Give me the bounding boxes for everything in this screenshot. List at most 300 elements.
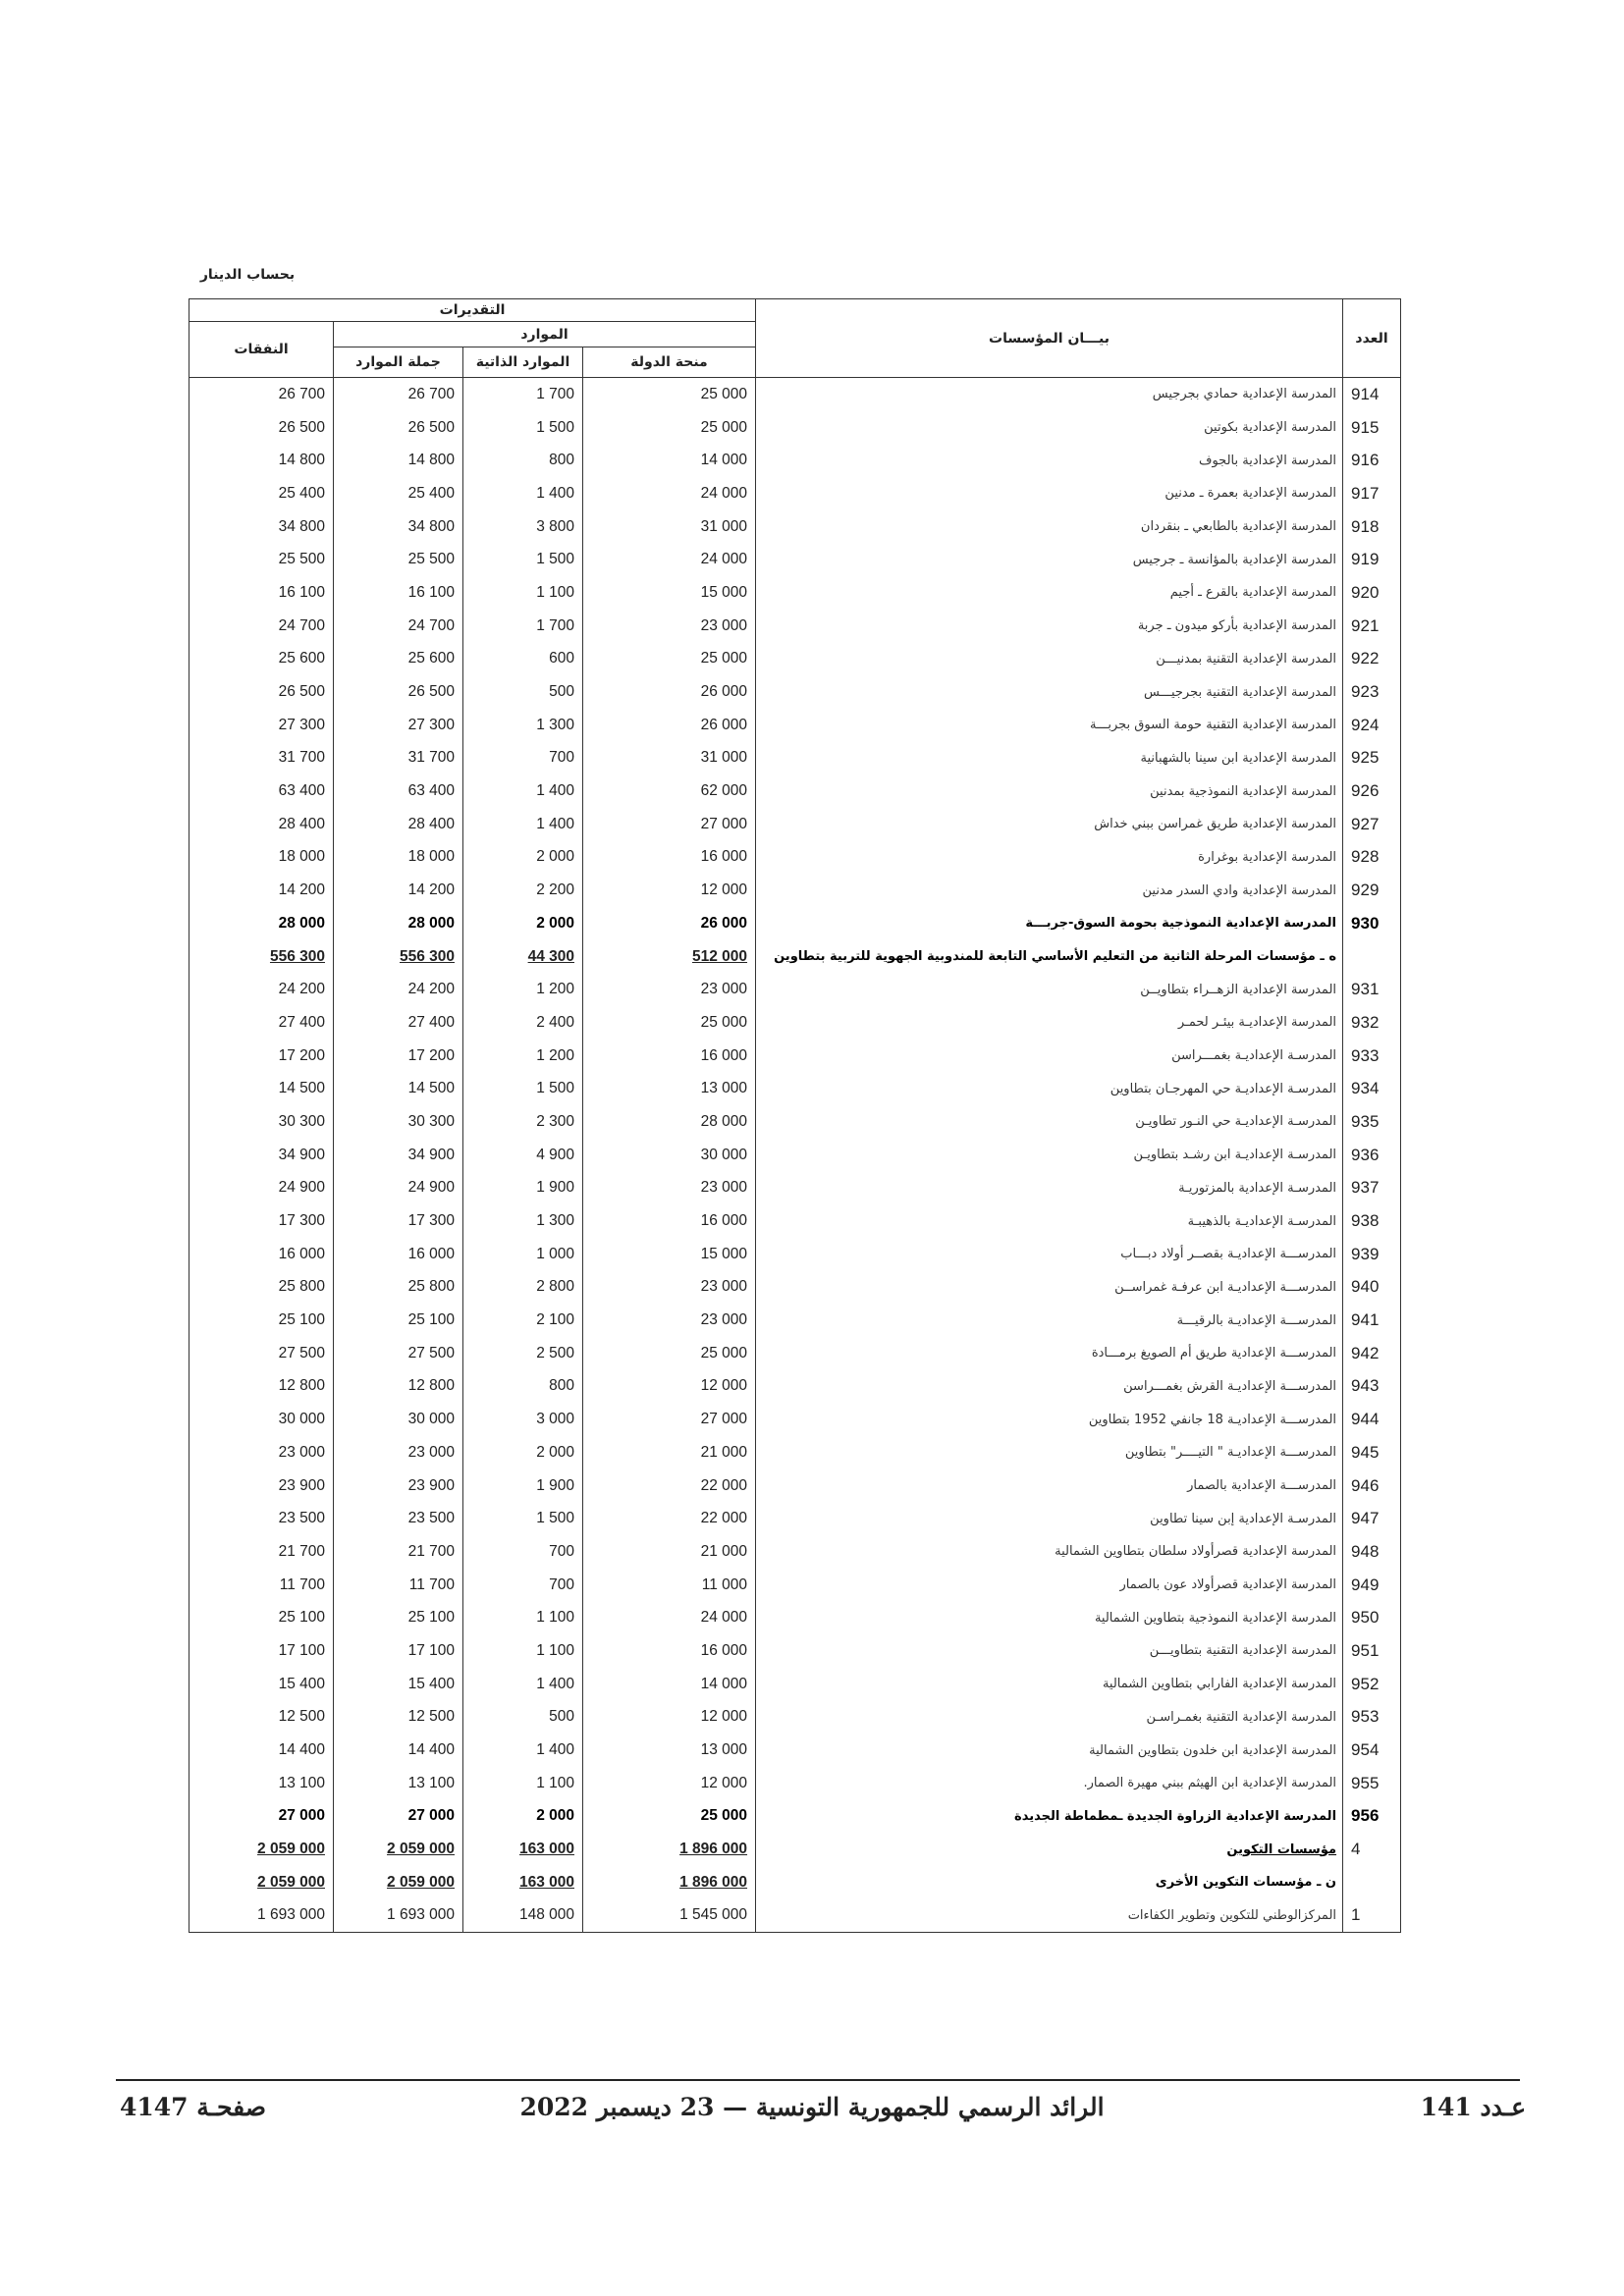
own-resources-cell: 1 200 [463,1040,583,1073]
total-resources-cell: 25 100 [334,1601,463,1634]
own-resources-cell: 1 900 [463,1172,583,1205]
row-number-cell: 921 [1343,610,1401,643]
state-grant-cell: 26 000 [583,675,756,709]
row-number-cell: 934 [1343,1072,1401,1105]
row-number-cell: 918 [1343,510,1401,544]
own-resources-cell: 1 400 [463,477,583,510]
institution-name-cell: المدرسة الإعدادية النموذجية بحومة السوق-جربـــة [756,907,1343,940]
state-grant-cell: 28 000 [583,1105,756,1139]
own-resources-cell: 1 700 [463,378,583,411]
table-row [189,610,1401,643]
total-resources-cell: 27 500 [334,1337,463,1370]
row-number-cell: 929 [1343,874,1401,907]
expenses-cell: 23 900 [189,1469,334,1503]
own-resources-cell: 3 800 [463,510,583,544]
state-grant-cell: 16 000 [583,1040,756,1073]
total-resources-cell: 26 500 [334,411,463,445]
institutions-header: بيـــان المؤسسات [756,299,1343,378]
state-grant-cell: 12 000 [583,1767,756,1800]
resources-header: الموارد [334,322,756,347]
table-row [189,1304,1401,1337]
own-resources-cell: 800 [463,444,583,477]
institution-name-cell: المدرسة الإعدادية طريق غمراسن ببني خداش [756,808,1343,841]
institution-name-cell: ه ـ مؤسسات المرحلة الثانية من التعليم الأساسي التابعة للمندوبية الجهوية للتربية بتطاوين [756,940,1343,974]
table-row [189,1072,1401,1105]
total-resources-cell: 14 500 [334,1072,463,1105]
row-number-cell: 950 [1343,1601,1401,1634]
total-resources-cell: 15 400 [334,1668,463,1701]
state-grant-cell: 23 000 [583,1304,756,1337]
own-resources-cell: 2 500 [463,1337,583,1370]
expenses-cell: 25 400 [189,477,334,510]
expenses-cell: 25 800 [189,1271,334,1305]
expenses-cell: 12 500 [189,1701,334,1735]
row-number-cell: 955 [1343,1767,1401,1800]
row-number-cell: 937 [1343,1172,1401,1205]
row-number-cell: 935 [1343,1105,1401,1139]
expenses-cell: 25 500 [189,543,334,576]
table-row [189,1370,1401,1404]
own-resources-cell: 700 [463,742,583,775]
institution-name-cell: المدرسة الإعدادية بكوتين [756,411,1343,445]
expenses-cell: 16 100 [189,576,334,610]
expenses-cell: 63 400 [189,774,334,808]
institution-name-cell: المدرسة الإعدادية بالمؤانسة ـ جرجيس [756,543,1343,576]
total-resources-cell: 25 600 [334,643,463,676]
own-resources-cell: 1 500 [463,411,583,445]
row-number-cell: 953 [1343,1701,1401,1735]
own-resources-cell: 1 900 [463,1469,583,1503]
table-row [189,510,1401,544]
state-grant-cell: 30 000 [583,1139,756,1172]
table-row [189,576,1401,610]
own-resources-cell: 1 200 [463,973,583,1006]
expenses-cell: 14 800 [189,444,334,477]
row-number-cell: 915 [1343,411,1401,445]
total-resources-cell: 24 200 [334,973,463,1006]
state-grant-cell: 26 000 [583,907,756,940]
state-grant-cell: 16 000 [583,1204,756,1238]
institution-name-cell: المدرســـة الإعداديـة 18 جانفي 1952 بتطاوين [756,1403,1343,1436]
table-row [189,1535,1401,1569]
expenses-cell: 25 100 [189,1601,334,1634]
expenses-cell: 30 000 [189,1403,334,1436]
table-row [189,444,1401,477]
row-number-cell: 956 [1343,1800,1401,1834]
own-resources-cell: 2 100 [463,1304,583,1337]
institution-name-cell: المدرسة الإعدادية ابن الهيثم ببني مهيرة الصمار. [756,1767,1343,1800]
own-resources-cell: 4 900 [463,1139,583,1172]
own-resources-cell: 1 400 [463,808,583,841]
table-row [189,940,1401,974]
own-resources-cell: 1 400 [463,1734,583,1767]
own-resources-cell: 163 000 [463,1833,583,1866]
expenses-cell: 28 400 [189,808,334,841]
state-grant-cell: 25 000 [583,411,756,445]
row-number-cell: 939 [1343,1238,1401,1271]
table-row [189,1172,1401,1205]
expenses-cell: 556 300 [189,940,334,974]
own-resources-header: الموارد الذاتية [463,347,583,378]
institution-name-cell: المدرسـة الإعدادية بالمزتوريـة [756,1172,1343,1205]
own-resources-cell: 2 000 [463,1800,583,1834]
state-grant-cell: 24 000 [583,543,756,576]
table-row [189,675,1401,709]
row-number-cell: 920 [1343,576,1401,610]
state-grant-cell: 31 000 [583,742,756,775]
institution-name-cell: المدرسة الإعدادية بالقرع ـ أجيم [756,576,1343,610]
total-resources-cell: 30 300 [334,1105,463,1139]
institution-name-cell: المدرسة الإعدادية الفارابي بتطاوين الشمالية [756,1668,1343,1701]
state-grant-cell: 15 000 [583,576,756,610]
total-resources-cell: 34 800 [334,510,463,544]
state-grant-cell: 24 000 [583,477,756,510]
expenses-cell: 27 500 [189,1337,334,1370]
table-body [189,378,1401,1933]
own-resources-cell: 1 500 [463,1072,583,1105]
row-number-cell [1343,940,1401,974]
expenses-cell: 30 300 [189,1105,334,1139]
own-resources-cell: 1 300 [463,709,583,742]
institution-name-cell: المدرسة الإعدادية قصرأولاد عون بالصمار [756,1569,1343,1602]
own-resources-cell: 700 [463,1535,583,1569]
institution-name-cell: المركزالوطني للتكوين وتطوير الكفاءات [756,1899,1343,1933]
row-number-cell: 942 [1343,1337,1401,1370]
institution-name-cell: المدرسة الإعدادية النموذجية بمدنين [756,774,1343,808]
institution-name-cell: المدرسة الإعدادية التقنية بغمـراسـن [756,1701,1343,1735]
institution-name-cell: المدرسـة الإعدادية إبن سينا تطاوين [756,1502,1343,1535]
table-row [189,1337,1401,1370]
row-number-cell: 946 [1343,1469,1401,1503]
own-resources-cell: 2 400 [463,1006,583,1040]
table-row [189,907,1401,940]
state-grant-cell: 31 000 [583,510,756,544]
total-resources-cell: 14 800 [334,444,463,477]
row-number-cell: 930 [1343,907,1401,940]
table-row [189,1701,1401,1735]
estimates-header: التقديرات [189,299,756,322]
own-resources-cell: 148 000 [463,1899,583,1933]
expenses-cell: 16 000 [189,1238,334,1271]
own-resources-cell: 1 100 [463,576,583,610]
state-grant-cell: 13 000 [583,1072,756,1105]
table-row [189,1006,1401,1040]
state-grant-cell: 25 000 [583,1337,756,1370]
table-row [189,1502,1401,1535]
state-grant-cell: 25 000 [583,1006,756,1040]
own-resources-cell: 600 [463,643,583,676]
own-resources-cell: 1 400 [463,1668,583,1701]
total-resources-cell: 23 900 [334,1469,463,1503]
institution-name-cell: المدرسـة الإعداديـة بغمـــراسن [756,1040,1343,1073]
own-resources-cell: 500 [463,1701,583,1735]
own-resources-cell: 2 000 [463,841,583,875]
total-resources-cell: 1 693 000 [334,1899,463,1933]
row-number-cell: 936 [1343,1139,1401,1172]
state-grant-cell: 11 000 [583,1569,756,1602]
state-grant-cell: 27 000 [583,808,756,841]
institution-name-cell: المدرســـة الإعداديـة بالرقيـــة [756,1304,1343,1337]
state-grant-cell: 512 000 [583,940,756,974]
expenses-cell: 24 700 [189,610,334,643]
total-resources-cell: 24 900 [334,1172,463,1205]
institution-name-cell: المدرسة الإعدادية بالجوف [756,444,1343,477]
expenses-cell: 21 700 [189,1535,334,1569]
expenses-cell: 34 800 [189,510,334,544]
expenses-cell: 28 000 [189,907,334,940]
expenses-cell: 23 500 [189,1502,334,1535]
institution-name-cell: المدرســـة الإعداديـة القرش بغمـــراسن [756,1370,1343,1404]
row-number-cell: 926 [1343,774,1401,808]
table-row [189,643,1401,676]
row-number-cell: 928 [1343,841,1401,875]
state-grant-cell: 15 000 [583,1238,756,1271]
row-number-cell: 940 [1343,1271,1401,1305]
row-number-cell: 923 [1343,675,1401,709]
institution-name-cell: المدرســـة الإعدادية بالصمار [756,1469,1343,1503]
state-grant-cell: 23 000 [583,610,756,643]
total-resources-cell: 26 700 [334,378,463,411]
row-number-cell: 938 [1343,1204,1401,1238]
total-resources-cell: 21 700 [334,1535,463,1569]
expenses-cell: 25 600 [189,643,334,676]
institution-name-cell: مؤسسات التكوين [756,1833,1343,1866]
state-grant-cell: 22 000 [583,1502,756,1535]
institution-name-cell: المدرسة الإعدادية حمادي بجرجيس [756,378,1343,411]
row-number-cell: 932 [1343,1006,1401,1040]
row-number-cell: 917 [1343,477,1401,510]
row-number-cell: 916 [1343,444,1401,477]
own-resources-cell: 2 000 [463,1436,583,1469]
expenses-cell: 31 700 [189,742,334,775]
own-resources-cell: 700 [463,1569,583,1602]
own-resources-cell: 2 200 [463,874,583,907]
total-resources-cell: 27 400 [334,1006,463,1040]
row-number-cell: 948 [1343,1535,1401,1569]
state-grant-cell: 25 000 [583,378,756,411]
total-resources-cell: 23 500 [334,1502,463,1535]
expenses-cell: 27 300 [189,709,334,742]
state-grant-cell: 12 000 [583,1370,756,1404]
total-resources-cell: 25 500 [334,543,463,576]
table-row [189,874,1401,907]
own-resources-cell: 3 000 [463,1403,583,1436]
footer-divider [116,2079,1520,2081]
expenses-cell: 26 500 [189,411,334,445]
state-grant-cell: 12 000 [583,874,756,907]
state-grant-cell: 14 000 [583,1668,756,1701]
total-resources-cell: 63 400 [334,774,463,808]
table-row [189,1833,1401,1866]
state-grant-cell: 21 000 [583,1436,756,1469]
institution-name-cell: المدرســـة الإعدادية طريق أم الصويغ برمـــادة [756,1337,1343,1370]
expenses-cell: 13 100 [189,1767,334,1800]
table-row [189,1105,1401,1139]
row-number-cell: 944 [1343,1403,1401,1436]
own-resources-cell: 1 700 [463,610,583,643]
total-resources-cell: 27 300 [334,709,463,742]
currency-unit-label: بحساب الدينار [199,267,296,283]
own-resources-cell: 1 100 [463,1767,583,1800]
footer-page-number: صفحـة 4147 [120,2093,267,2121]
table-row [189,1271,1401,1305]
institution-name-cell: المدرسة الإعدادية وادي السدر مدنين [756,874,1343,907]
total-resources-cell: 34 900 [334,1139,463,1172]
row-number-cell: 931 [1343,973,1401,1006]
table-row [189,1767,1401,1800]
expenses-cell: 14 400 [189,1734,334,1767]
table-row [189,1734,1401,1767]
table-row [189,1436,1401,1469]
total-resources-cell: 14 200 [334,874,463,907]
row-number-cell: 919 [1343,543,1401,576]
institution-name-cell: المدرسة الإعدادية الزراوة الجديدة ـمطماطة الجديدة [756,1800,1343,1834]
state-grant-cell: 13 000 [583,1734,756,1767]
row-number-cell [1343,1866,1401,1899]
total-resources-cell: 16 000 [334,1238,463,1271]
footer-issue-number: عـدد 141 [1420,2093,1526,2121]
institution-name-cell: المدرسة الإعدادية ابن خلدون بتطاوين الشمالية [756,1734,1343,1767]
expenses-cell: 23 000 [189,1436,334,1469]
table-row [189,1569,1401,1602]
institution-name-cell: المدرسـة الإعداديـة بالذهيبـة [756,1204,1343,1238]
total-resources-cell: 18 000 [334,841,463,875]
table-row [189,841,1401,875]
own-resources-cell: 2 800 [463,1271,583,1305]
own-resources-cell: 2 300 [463,1105,583,1139]
table-row [189,411,1401,445]
expenses-cell: 12 800 [189,1370,334,1404]
expenses-cell: 1 693 000 [189,1899,334,1933]
state-grant-cell: 23 000 [583,1172,756,1205]
own-resources-cell: 1 400 [463,774,583,808]
table-row [189,742,1401,775]
row-number-cell: 914 [1343,378,1401,411]
table-row [189,1601,1401,1634]
table-row [189,709,1401,742]
state-grant-cell: 25 000 [583,643,756,676]
total-resources-cell: 25 800 [334,1271,463,1305]
state-grant-cell: 24 000 [583,1601,756,1634]
expenses-cell: 26 700 [189,378,334,411]
total-resources-cell: 27 000 [334,1800,463,1834]
state-grant-cell: 25 000 [583,1800,756,1834]
expenses-header: النفقات [189,322,334,378]
institution-name-cell: المدرسة الإعداديـة بيئـر لحمـر [756,1006,1343,1040]
own-resources-cell: 1 100 [463,1601,583,1634]
institution-name-cell: المدرســـة الإعداديـة " التيــــر" بتطاوين [756,1436,1343,1469]
expenses-cell: 14 200 [189,874,334,907]
state-grant-cell: 1 896 000 [583,1833,756,1866]
total-resources-cell: 14 400 [334,1734,463,1767]
table-row [189,1668,1401,1701]
table-row [189,477,1401,510]
expenses-cell: 2 059 000 [189,1866,334,1899]
state-grant-cell: 23 000 [583,1271,756,1305]
expenses-cell: 17 300 [189,1204,334,1238]
footer-journal-title: الرائد الرسمي للجمهورية التونسية — 23 ديسمبر 2022 [519,2093,1105,2121]
row-number-cell: 952 [1343,1668,1401,1701]
institution-name-cell: المدرســـة الإعداديـة ابن عرفـة غمراســن [756,1271,1343,1305]
institution-name-cell: المدرسة الإعدادية بالطابعي ـ بنقردان [756,510,1343,544]
state-grant-cell: 62 000 [583,774,756,808]
table-row [189,1899,1401,1933]
row-number-cell: 927 [1343,808,1401,841]
table-row [189,1139,1401,1172]
institution-name-cell: المدرسة الإعدادية ابن سينا بالشهبانية [756,742,1343,775]
own-resources-cell: 1 500 [463,1502,583,1535]
table-row [189,543,1401,576]
total-resources-cell: 28 000 [334,907,463,940]
institution-name-cell: المدرسة الإعدادية بعمرة ـ مدنين [756,477,1343,510]
row-number-cell: 922 [1343,643,1401,676]
table-row [189,1403,1401,1436]
total-resources-cell: 25 400 [334,477,463,510]
expenses-cell: 15 400 [189,1668,334,1701]
row-number-cell: 949 [1343,1569,1401,1602]
total-resources-cell: 2 059 000 [334,1866,463,1899]
row-number-cell: 945 [1343,1436,1401,1469]
state-grant-cell: 27 000 [583,1403,756,1436]
table-row [189,973,1401,1006]
own-resources-cell: 500 [463,675,583,709]
total-resources-cell: 17 300 [334,1204,463,1238]
own-resources-cell: 800 [463,1370,583,1404]
own-resources-cell: 163 000 [463,1866,583,1899]
state-grant-cell: 16 000 [583,1634,756,1668]
institution-name-cell: المدرسة الإعدادية التقنية حومة السوق بجربـــة [756,709,1343,742]
total-resources-cell: 24 700 [334,610,463,643]
state-grant-cell: 22 000 [583,1469,756,1503]
row-number-cell: 1 [1343,1899,1401,1933]
state-grant-header: منحة الدولة [583,347,756,378]
own-resources-cell: 1 100 [463,1634,583,1668]
total-resources-cell: 30 000 [334,1403,463,1436]
expenses-cell: 14 500 [189,1072,334,1105]
state-grant-cell: 1 896 000 [583,1866,756,1899]
total-resources-header: جملة الموارد [334,347,463,378]
row-number-cell: 951 [1343,1634,1401,1668]
own-resources-cell: 1 300 [463,1204,583,1238]
institution-name-cell: المدرسـة الإعداديـة حي النـور تطاويـن [756,1105,1343,1139]
row-number-cell: 943 [1343,1370,1401,1404]
total-resources-cell: 16 100 [334,576,463,610]
total-resources-cell: 11 700 [334,1569,463,1602]
own-resources-cell: 44 300 [463,940,583,974]
expenses-cell: 17 100 [189,1634,334,1668]
institution-name-cell: المدرسـة الإعداديـة حي المهرجـان بتطاوين [756,1072,1343,1105]
institution-name-cell: المدرسة الإعدادية بوغرارة [756,841,1343,875]
expenses-cell: 17 200 [189,1040,334,1073]
own-resources-cell: 1 000 [463,1238,583,1271]
row-number-cell: 4 [1343,1833,1401,1866]
total-resources-cell: 23 000 [334,1436,463,1469]
state-grant-cell: 12 000 [583,1701,756,1735]
expenses-cell: 26 500 [189,675,334,709]
expenses-cell: 25 100 [189,1304,334,1337]
total-resources-cell: 17 200 [334,1040,463,1073]
total-resources-cell: 2 059 000 [334,1833,463,1866]
table-row [189,1634,1401,1668]
institution-name-cell: المدرسة الإعدادية بأركو ميدون ـ جربة [756,610,1343,643]
expenses-cell: 18 000 [189,841,334,875]
own-resources-cell: 2 000 [463,907,583,940]
institution-name-cell: المدرسة الإعدادية قصرأولاد سلطان بتطاوين الشمالية [756,1535,1343,1569]
state-grant-cell: 26 000 [583,709,756,742]
total-resources-cell: 12 500 [334,1701,463,1735]
table-row [189,1469,1401,1503]
total-resources-cell: 31 700 [334,742,463,775]
